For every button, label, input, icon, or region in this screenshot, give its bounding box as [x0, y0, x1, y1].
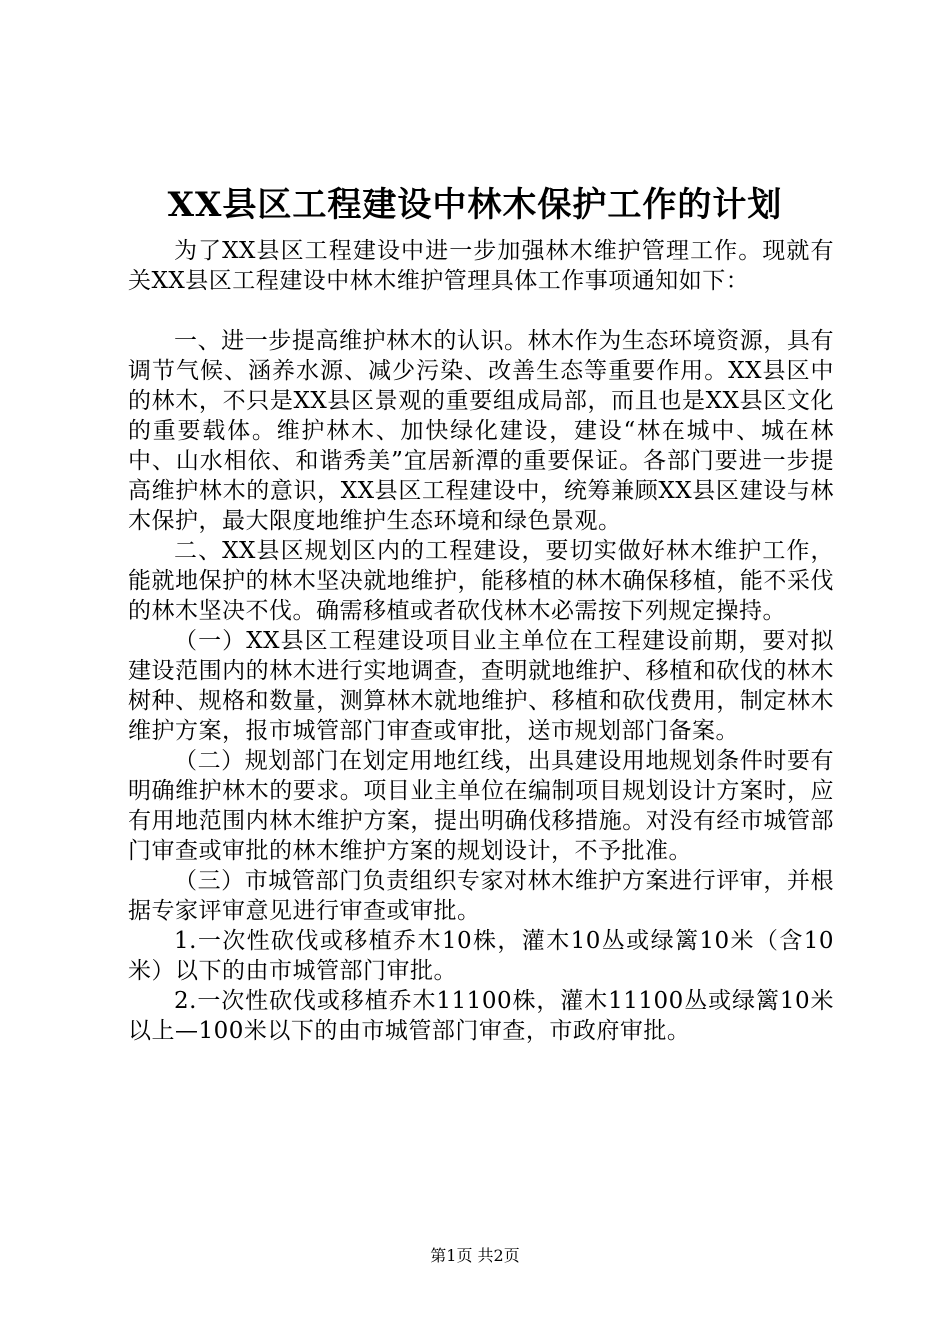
page-footer: 第1页 共2页 [430, 1246, 520, 1265]
section-two-paragraph: 二、XX县区规划区内的工程建设，要切实做好林木维护工作，能就地保护的林木坚决就地维护，能移植的林木确保移植，能不采伐的林木坚决不伐。确需移植或者砍伐林木必需按下列规定操持。 [128, 538, 834, 624]
document-title: XX县区工程建设中林木保护工作的计划 [167, 185, 783, 225]
document-body [128, 236, 834, 1046]
item-two-paragraph: （二）规划部门在划定用地红线，出具建设用地规划条件时要有明确维护林木的要求。项目业主单位在编制项目规划设计方案时，应有用地范围内林木维护方案，提出明确伐移措施。对没有经市城管部门审查或审批的林木维护方案的规划设计，不予批准。 [128, 748, 834, 864]
intro-paragraph: 为了XX县区工程建设中进一步加强林木维护管理工作。现就有关XX县区工程建设中林木维护管理具体工作事项通知如下： [128, 238, 834, 294]
item-three-paragraph: （三）市城管部门负责组织专家对林木维护方案进行评审，并根据专家评审意见进行审查或审批。 [128, 868, 834, 924]
item-one-paragraph: （一）XX县区工程建设项目业主单位在工程建设前期，要对拟建设范围内的林木进行实地调查，查明就地维护、移植和砍伐的林木树种、规格和数量，测算林木就地维护、移植和砍伐费用，制定林木维护方案，报市城管部门审查或审批，送市规划部门备案。 [128, 628, 834, 744]
section-one-paragraph: 一、进一步提高维护林木的认识。林木作为生态环境资源，具有调节气候、涵养水源、减少污染、改善生态等重要作用。XX县区中的林木，不只是XX县区景观的重要组成局部，而且也是XX县区文化的重要载体。维护林木、加快绿化建设，建设“林在城中、城在林中、山水相依、和谐秀美”宜居新潭的重要保证。各部门要进一步提高维护林木的意识，XX县区工程建设中，统筹兼顾XX县区建设与林木保护，最大限度地维护生态环境和绿色景观。 [128, 328, 834, 534]
rule-two-paragraph: 2.一次性砍伐或移植乔木11100株，灌木11100丛或绿篱10米以上—100米以下的由市城管部门审查，市政府审批。 [128, 988, 834, 1044]
rule-one-paragraph: 1.一次性砍伐或移植乔木10株，灌木10丛或绿篱10米（含10米）以下的由市城管部门审批。 [128, 928, 834, 984]
